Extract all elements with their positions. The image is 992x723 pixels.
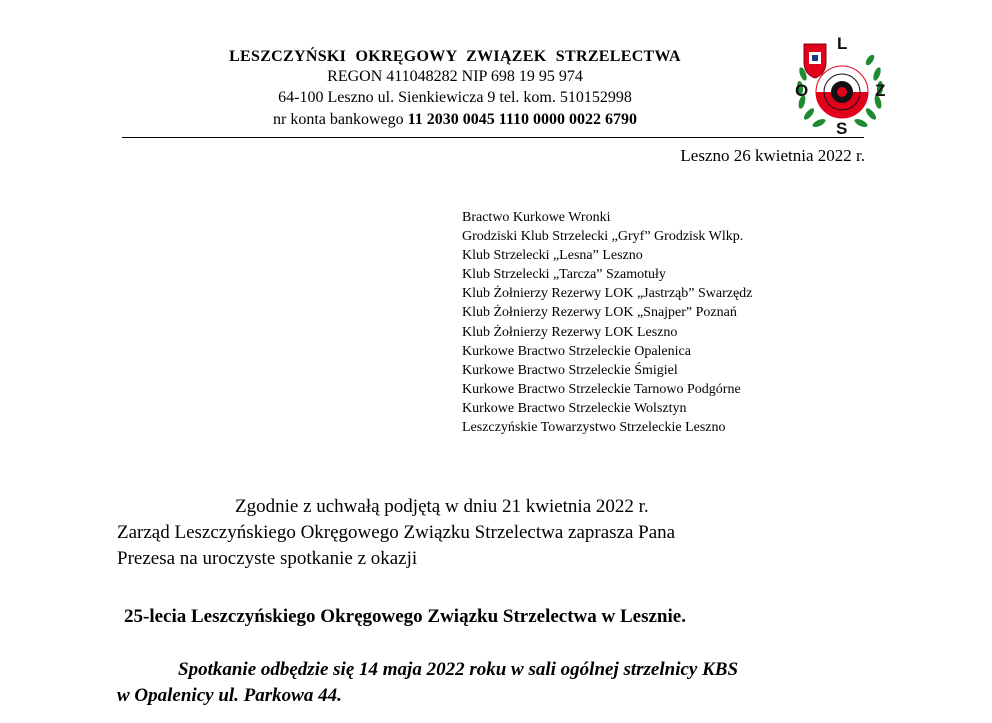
meeting-location: w Opalenicy ul. Parkowa 44.	[117, 685, 342, 706]
recipient-item: Bractwo Kurkowe Wronki	[462, 210, 611, 225]
invitation-line: Zarząd Leszczyńskiego Okręgowego Związku Strzelectwa zaprasza Pana	[117, 522, 676, 543]
logo-letter-z: Z	[875, 81, 886, 100]
lozs-logo-graphic	[790, 30, 890, 138]
regon-nip-line: REGON 411048282 NIP 698 19 95 974	[327, 68, 583, 85]
logo-letter-o: O	[795, 81, 809, 100]
letter-date: Leszno 26 kwietnia 2022 r.	[680, 146, 865, 165]
invitation-line-continued: Prezesa na uroczyste spotkanie z okazji	[117, 548, 418, 569]
recipient-list	[462, 208, 752, 437]
recipient-item: Grodziski Klub Strzelecki „Gryf” Grodzisk Wlkp.	[462, 229, 744, 245]
recipient-item: Leszczyńskie Towarzystwo Strzeleckie Leszno	[462, 420, 726, 436]
recipient-item: Kurkowe Bractwo Strzeleckie Wolsztyn	[462, 400, 687, 416]
recipient-item: Klub Żołnierzy Rezerwy LOK „Jastrząb” Swarzędz	[462, 286, 753, 302]
recipient-item: Klub Strzelecki „Tarcza” Szamotuły	[462, 267, 666, 283]
resolution-line: Zgodnie z uchwałą podjętą w dniu 21 kwietnia 2022 r.	[235, 496, 649, 517]
anniversary-event: 25-lecia Leszczyńskiego Okręgowego Związku Strzelectwa w Lesznie.	[124, 606, 686, 627]
bank-account-label: nr konta bankowego	[273, 111, 408, 128]
meeting-details: Spotkanie odbędzie się 14 maja 2022 roku w sali ogólnej strzelnicy KBS	[178, 659, 739, 680]
recipient-item: Klub Żołnierzy Rezerwy LOK „Snajper” Poznań	[462, 305, 737, 321]
logo-letter-s: S	[836, 119, 848, 138]
header-separator	[122, 137, 864, 138]
organization-name: LESZCZYŃSKI OKRĘGOWY ZWIĄZEK STRZELECTWA	[229, 48, 681, 65]
lozs-logo	[790, 30, 890, 138]
recipient-item: Kurkowe Bractwo Strzeleckie Tarnowo Podgórne	[462, 381, 741, 397]
recipient-item: Kurkowe Bractwo Strzeleckie Śmigiel	[462, 362, 678, 378]
bank-account-number: 11 2030 0045 1110 0000 0022 6790	[407, 111, 637, 128]
logo-letter-l: L	[837, 34, 848, 53]
recipient-item: Klub Strzelecki „Lesna” Leszno	[462, 248, 643, 264]
address-line: 64-100 Leszno ul. Sienkiewicza 9 tel. kom. 510152998	[278, 89, 632, 106]
recipient-item: Klub Żołnierzy Rezerwy LOK Leszno	[462, 324, 678, 340]
bank-account-line	[110, 110, 800, 130]
recipient-item: Kurkowe Bractwo Strzeleckie Opalenica	[462, 343, 691, 359]
